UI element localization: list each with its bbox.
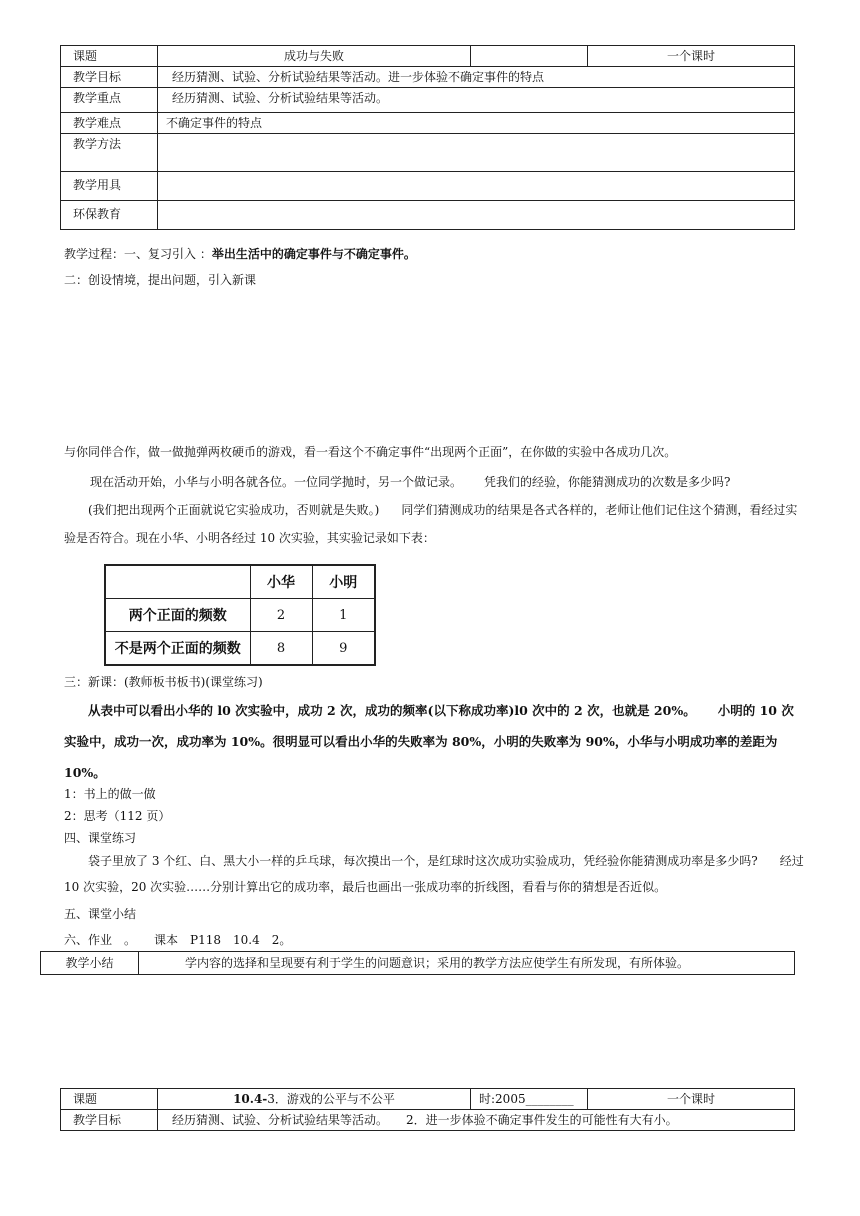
teaching-summary-table — [40, 951, 795, 975]
summary-row — [41, 952, 795, 975]
goal-row — [61, 67, 795, 88]
method-label: 教学方法 — [61, 134, 158, 172]
process-intro-line — [64, 246, 804, 262]
record-text-b: 同学们猜测成功的结果是各式各样的，老师让他们记住这个猜测，看经过实验是否符合。现在小华、小明各经过 10 次实验，其实验记录如下表： — [64, 503, 798, 545]
analysis-text-a: 从表中可以看出小华的 l0 次实验中，成功 2 次，成功的频率(以下称成功率)l0 次中的 2 次，也就是 20%。 — [88, 703, 696, 718]
new-lesson-heading: 三：新课：(教师板书板书)(课堂练习) — [64, 675, 263, 689]
record-text-a: (我们把出现两个正面就说它实验成功，否则就是失败。) — [88, 503, 380, 517]
frequency-cell: 9 — [312, 632, 375, 666]
topic-label: 课题 — [61, 1089, 158, 1110]
frequency-row-label: 两个正面的频数 — [105, 599, 250, 632]
key-point-row — [61, 88, 795, 113]
frequency-cell: 1 — [312, 599, 375, 632]
summary-label: 教学小结 — [41, 952, 139, 975]
topic-row — [61, 46, 795, 67]
process-intro-prefix: 教学过程：一、复习引入 ： — [64, 247, 212, 261]
period-value: 一个课时 — [588, 1089, 795, 1110]
practice-text-b: 经过 10 次实验，20 次实验……分别计算出它的成功率，最后也画出一张成功率的折线图，看看与你的猜想是否近似。 — [64, 854, 804, 894]
topic-label: 课题 — [61, 46, 158, 67]
analysis-text-b: 小明的 10 次实验中，成功一次，成功率为 10%。很明显可以看出小华的失败率为 80%，小明的失败率为 90%，小华与小明成功率的差距为 10%。 — [64, 703, 794, 780]
class-summary-heading: 五、课堂小结 — [64, 907, 137, 921]
table-row — [105, 632, 375, 666]
coin-game-paragraph: 与你同伴合作，做一做抛弹两枚硬币的游戏，看一看这个不确定事件“出现两个正面”，在你做的实验中各成功几次。 — [64, 445, 677, 459]
key-point-label: 教学重点 — [61, 88, 158, 113]
analysis-paragraph — [64, 695, 804, 788]
topic-number: 10.4- — [233, 1092, 268, 1106]
goal-label: 教学目标 — [61, 67, 158, 88]
frequency-row-label: 不是两个正面的频数 — [105, 632, 250, 666]
goal-value: 经历猜测、试验、分析试验结果等活动。 2．进一步体验不确定事件发生的可能性有大有小。 — [158, 1110, 795, 1131]
homework-line: 六、作业 。 课本 P118 10.4 2。 — [64, 933, 292, 947]
eco-value — [158, 201, 795, 230]
difficulty-label: 教学难点 — [61, 113, 158, 134]
method-row — [61, 134, 795, 172]
tools-label: 教学用具 — [61, 172, 158, 201]
time-value: 时:2005________ — [471, 1089, 588, 1110]
frequency-cell: 8 — [250, 632, 312, 666]
frequency-cell: 2 — [250, 599, 312, 632]
activity-text-b: 凭我们的经验，你能猜测成功的次数是多少吗? — [484, 475, 731, 489]
topic-row — [61, 1089, 795, 1110]
eco-row — [61, 201, 795, 230]
activity-paragraph — [90, 474, 830, 490]
difficulty-value: 不确定事件的特点 — [158, 113, 795, 134]
tools-value — [158, 172, 795, 201]
record-paragraph — [64, 496, 804, 552]
period-value: 一个课时 — [588, 46, 795, 67]
frequency-table — [104, 564, 376, 666]
frequency-col-xiaoming: 小明 — [312, 565, 375, 599]
summary-value: 学内容的选择和呈现要有利于学生的问题意识；采用的教学方法应使学生有所发现，有所体验。 — [139, 952, 795, 975]
practice-text-a: 袋子里放了 3 个红、白、黑大小一样的乒乓球，每次摸出一个，是红球时这次成功实验成功，凭经验你能猜测成功率是多少吗? — [88, 854, 758, 868]
topic-extra — [471, 46, 588, 67]
frequency-header-row — [105, 565, 375, 599]
tools-row — [61, 172, 795, 201]
frequency-corner — [105, 565, 250, 599]
practice-paragraph — [64, 848, 804, 900]
situation-heading: 二：创设情境，提出问题，引入新课 — [64, 273, 257, 287]
key-point-value: 经历猜测、试验、分析试验结果等活动。 — [158, 88, 795, 113]
goal-row — [61, 1110, 795, 1131]
topic-value — [158, 1089, 471, 1110]
exercise-item-1: 1：书上的做一做 — [64, 787, 156, 801]
topic-value: 成功与失败 — [158, 46, 471, 67]
practice-heading: 四、课堂练习 — [64, 831, 137, 845]
activity-text-a: 现在活动开始，小华与小明各就各位。一位同学抛时，另一个做记录。 — [90, 475, 463, 489]
method-value — [158, 134, 795, 172]
eco-label: 环保教育 — [61, 201, 158, 230]
table-row — [105, 599, 375, 632]
topic-title: 3．游戏的公平与不公平 — [267, 1092, 395, 1106]
lesson-plan-table-2 — [60, 1088, 795, 1131]
difficulty-row — [61, 113, 795, 134]
goal-label: 教学目标 — [61, 1110, 158, 1131]
lesson-plan-table-1 — [60, 45, 795, 230]
process-intro-bold: 举出生活中的确定事件与不确定事件。 — [211, 247, 416, 261]
goal-value: 经历猜测、试验、分析试验结果等活动。进一步体验不确定事件的特点 — [158, 67, 795, 88]
exercise-item-2: 2：思考（112 页） — [64, 809, 171, 823]
frequency-col-xiaohua: 小华 — [250, 565, 312, 599]
